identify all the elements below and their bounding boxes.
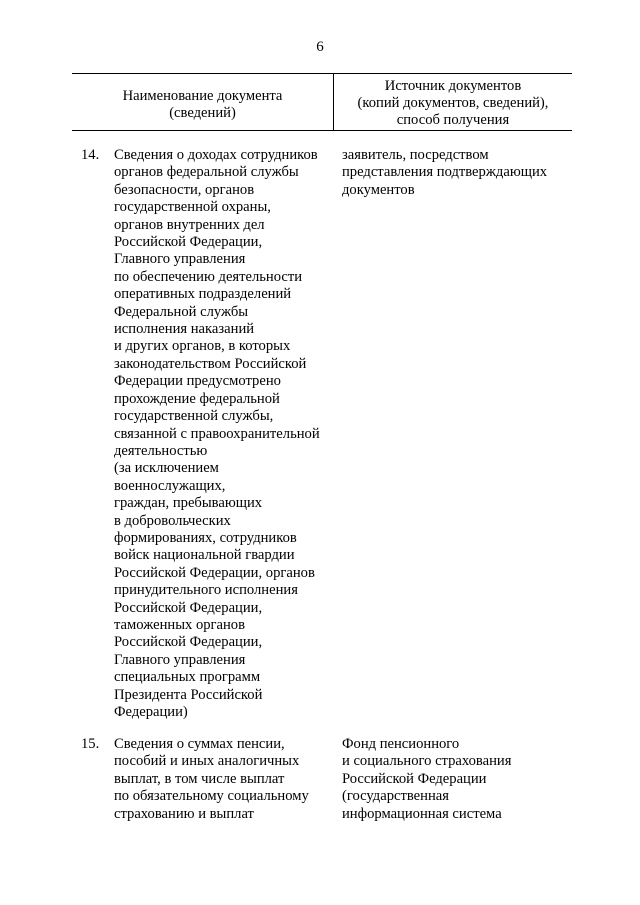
row-number: 15.	[81, 736, 100, 752]
header-document-name: Наименование документа (сведений)	[122, 88, 283, 121]
page-number: 6	[316, 39, 324, 55]
row-number: 14.	[81, 147, 100, 163]
header-document-source: Источник документов (копий документов, сведений), способ получения	[357, 78, 549, 128]
row-document-name: Сведения о суммах пенсии, пособий и иных аналогичных выплат, в том числе выплат по обязательному социальному страхованию и выплат	[114, 736, 309, 822]
table-header	[72, 73, 572, 131]
row-document-source: заявитель, посредством представления подтверждающих документов	[342, 147, 548, 198]
row-document-name: Сведения о доходах сотрудников органов федеральной службы безопасности, органов государственной охраны, органов внутренних дел Российской Федерации, Главного управления по обеспечению деятельности оперативных подразделений Федеральной службы исполнения наказаний и других органов, в которых законодательством Российской Федерации предусмотрено прохождение федеральной государственной службы, связанной с правоохранительной деятельностью (за исключением военнослужащих, граждан, пребывающих в добровольческих формированиях, сотрудников войск национальной гвардии Российской Федерации, органов принудительного исполнения Российской Федерации, таможенных органов Российской Федерации, Главного управления специальных программ Президента Российской Федерации)	[114, 147, 320, 720]
row-document-source: Фонд пенсионного и социального страхования Российской Федерации (государственная информационная система	[342, 736, 512, 822]
